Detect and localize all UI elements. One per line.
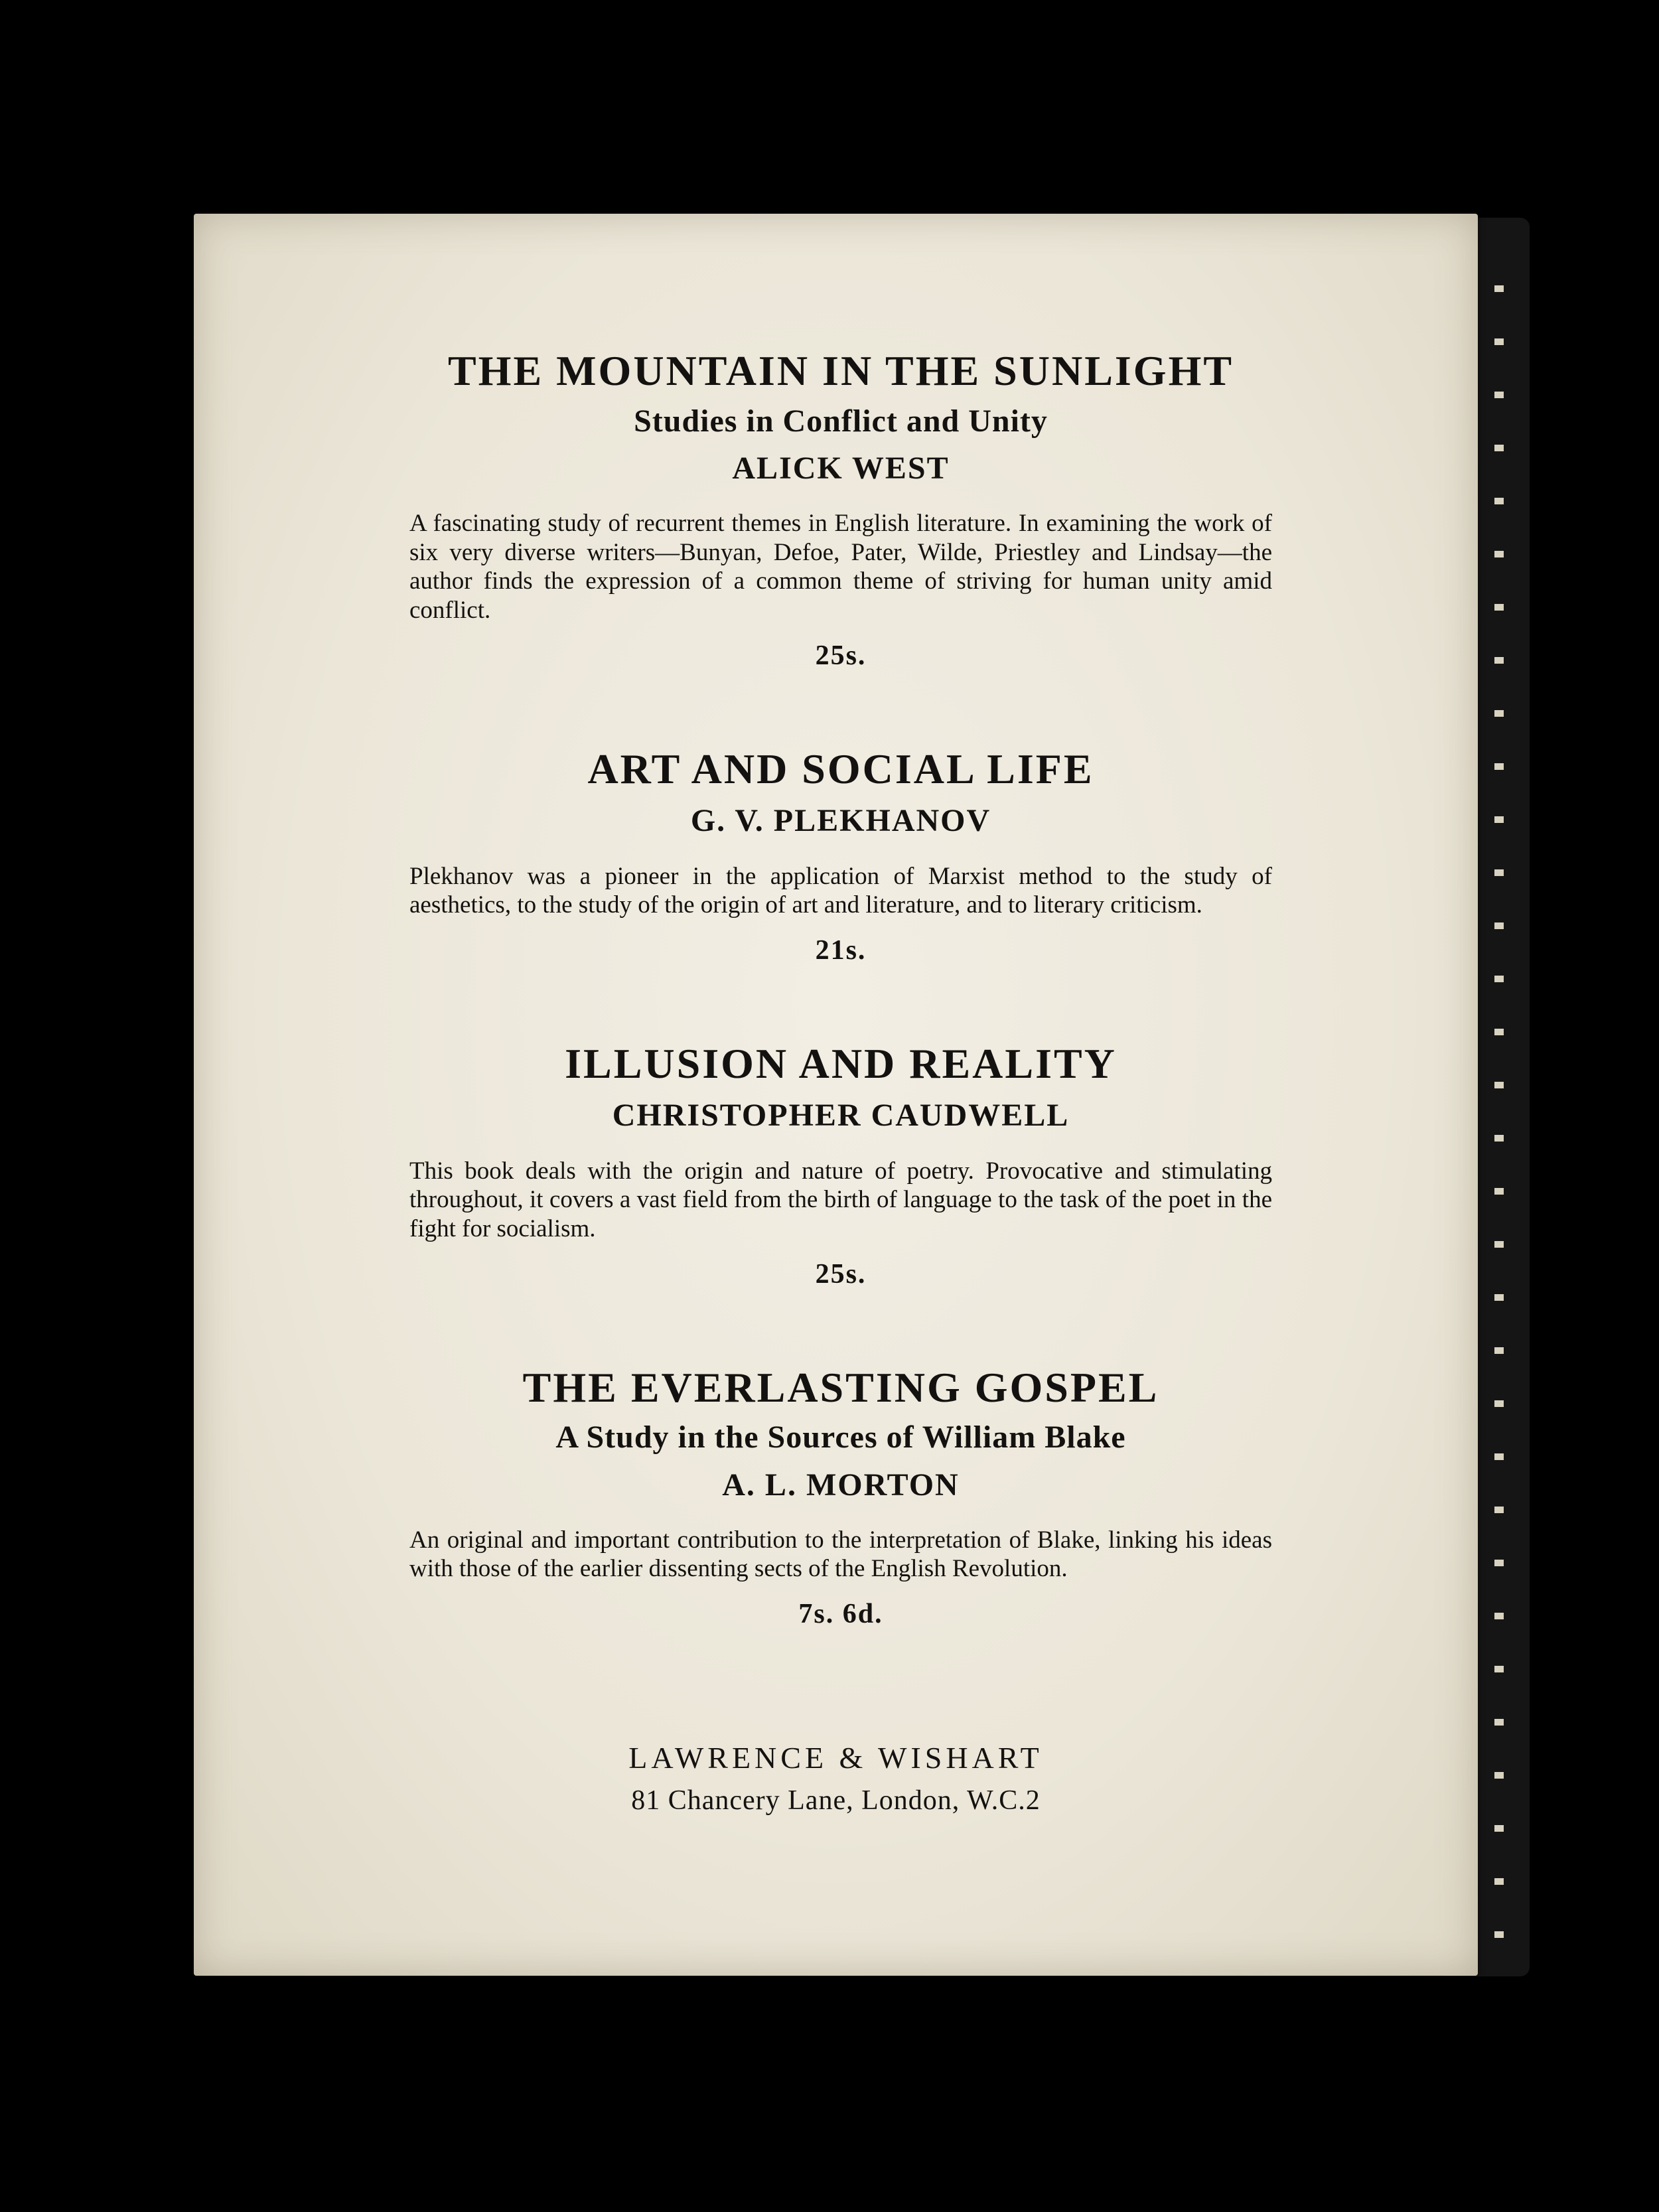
book-price: 25s. xyxy=(815,1258,867,1290)
publisher-block xyxy=(194,1740,1478,1816)
book-price: 25s. xyxy=(815,640,867,671)
book-description: A fascinating study of recurrent themes in English literature. In examining the work of six very diverse writers—Bunyan, Defoe, Pater, Wilde, Priestley and Lindsay—the author finds the expression of a common theme of striving for human unity amid conflict. xyxy=(409,510,1272,625)
spine-tick-marks xyxy=(1494,239,1504,1951)
book-description: This book deals with the origin and nature of poetry. Provocative and stimulating throughout, it covers a vast field from the birth of language to the task of the poet in the fight for socialism. xyxy=(409,1157,1272,1242)
book-title: THE EVERLASTING GOSPEL xyxy=(522,1363,1159,1411)
book-author: ALICK WEST xyxy=(732,450,950,486)
book-description: An original and important contribution to the interpretation of Blake, linking his ideas with those of the earlier dissenting sects of the English Revolution. xyxy=(409,1526,1272,1583)
book-list xyxy=(346,346,1335,1703)
book-title: THE MOUNTAIN IN THE SUNLIGHT xyxy=(447,347,1234,394)
book-author: A. L. MORTON xyxy=(722,1467,960,1503)
book-entry-illusion xyxy=(346,1039,1335,1290)
publisher-name: LAWRENCE & WISHART xyxy=(628,1741,1043,1775)
book-description: Plekhanov was a pioneer in the application of Marxist method to the study of aesthetics, to the study of the origin of art and literature, and to literary criticism. xyxy=(409,862,1272,919)
book-subtitle: A Study in the Sources of William Blake xyxy=(555,1420,1126,1455)
book-title: ART AND SOCIAL LIFE xyxy=(587,745,1094,792)
book-title: ILLUSION AND REALITY xyxy=(565,1039,1117,1087)
book-subtitle: Studies in Conflict and Unity xyxy=(634,403,1048,439)
book-entry-gospel xyxy=(346,1363,1335,1630)
book-author: G. V. PLEKHANOV xyxy=(690,803,991,839)
book-author: CHRISTOPHER CAUDWELL xyxy=(612,1098,1070,1134)
book-back-cover xyxy=(194,214,1478,1976)
book-price: 21s. xyxy=(815,934,867,966)
book-entry-art xyxy=(346,745,1335,966)
book-price: 7s. 6d. xyxy=(798,1599,883,1630)
book-entry-mountain xyxy=(346,346,1335,672)
publisher-address: 81 Chancery Lane, London, W.C.2 xyxy=(631,1785,1041,1816)
